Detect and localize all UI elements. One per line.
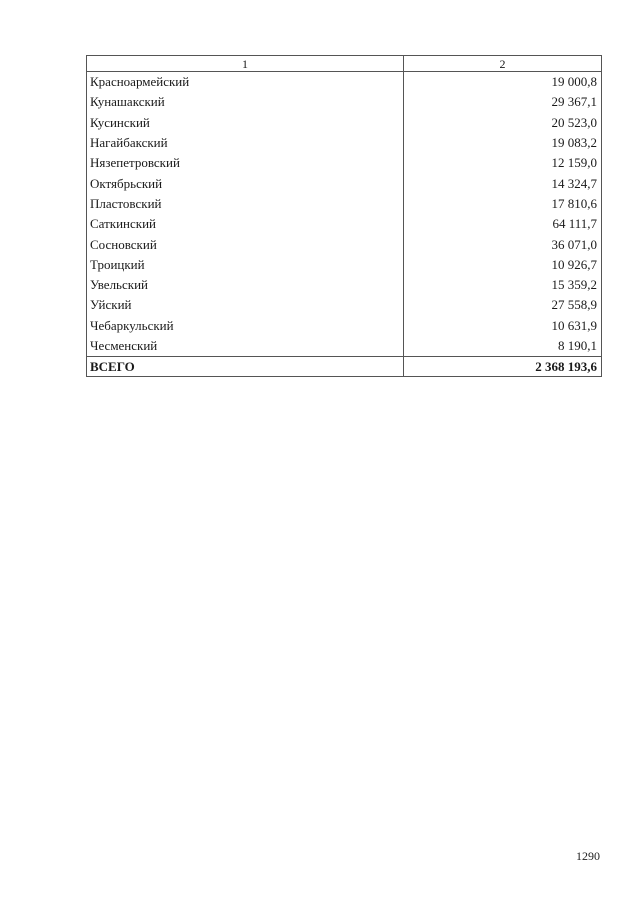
district-name: Кусинский xyxy=(87,113,404,133)
table-row xyxy=(87,173,602,193)
district-value: 15 359,2 xyxy=(404,275,602,295)
total-value: 2 368 193,6 xyxy=(404,357,602,377)
district-value: 20 523,0 xyxy=(404,113,602,133)
district-value: 8 190,1 xyxy=(404,336,602,357)
district-name: Сосновский xyxy=(87,234,404,254)
column-header-1: 1 xyxy=(87,56,404,72)
district-name: Увельский xyxy=(87,275,404,295)
table-row xyxy=(87,316,602,336)
district-name: Кунашакский xyxy=(87,92,404,112)
district-value: 19 083,2 xyxy=(404,133,602,153)
district-value: 10 926,7 xyxy=(404,255,602,275)
table-row xyxy=(87,113,602,133)
table-row xyxy=(87,255,602,275)
table-row xyxy=(87,194,602,214)
table-header-row xyxy=(87,56,602,72)
district-name: Чебаркульский xyxy=(87,316,404,336)
district-name: Саткинский xyxy=(87,214,404,234)
table-row xyxy=(87,214,602,234)
table-row xyxy=(87,234,602,254)
district-name: Нагайбакский xyxy=(87,133,404,153)
table-row xyxy=(87,72,602,93)
district-name: Уйский xyxy=(87,295,404,315)
district-name: Чесменский xyxy=(87,336,404,357)
district-value: 29 367,1 xyxy=(404,92,602,112)
district-value: 27 558,9 xyxy=(404,295,602,315)
total-label: ВСЕГО xyxy=(87,357,404,377)
table-row xyxy=(87,153,602,173)
district-value: 10 631,9 xyxy=(404,316,602,336)
district-name: Октябрьский xyxy=(87,173,404,193)
district-name: Троицкий xyxy=(87,255,404,275)
district-value: 64 111,7 xyxy=(404,214,602,234)
district-name: Пластовский xyxy=(87,194,404,214)
district-value: 14 324,7 xyxy=(404,173,602,193)
budget-table xyxy=(86,55,602,377)
table-row xyxy=(87,295,602,315)
district-value: 36 071,0 xyxy=(404,234,602,254)
district-name: Красноармейский xyxy=(87,72,404,93)
column-header-2: 2 xyxy=(404,56,602,72)
district-value: 19 000,8 xyxy=(404,72,602,93)
table-row xyxy=(87,336,602,357)
district-value: 17 810,6 xyxy=(404,194,602,214)
table-total-row xyxy=(87,357,602,377)
table-row xyxy=(87,92,602,112)
page-number: 1290 xyxy=(576,849,600,863)
district-name: Нязепетровский xyxy=(87,153,404,173)
table-row xyxy=(87,133,602,153)
table-row xyxy=(87,275,602,295)
district-value: 12 159,0 xyxy=(404,153,602,173)
